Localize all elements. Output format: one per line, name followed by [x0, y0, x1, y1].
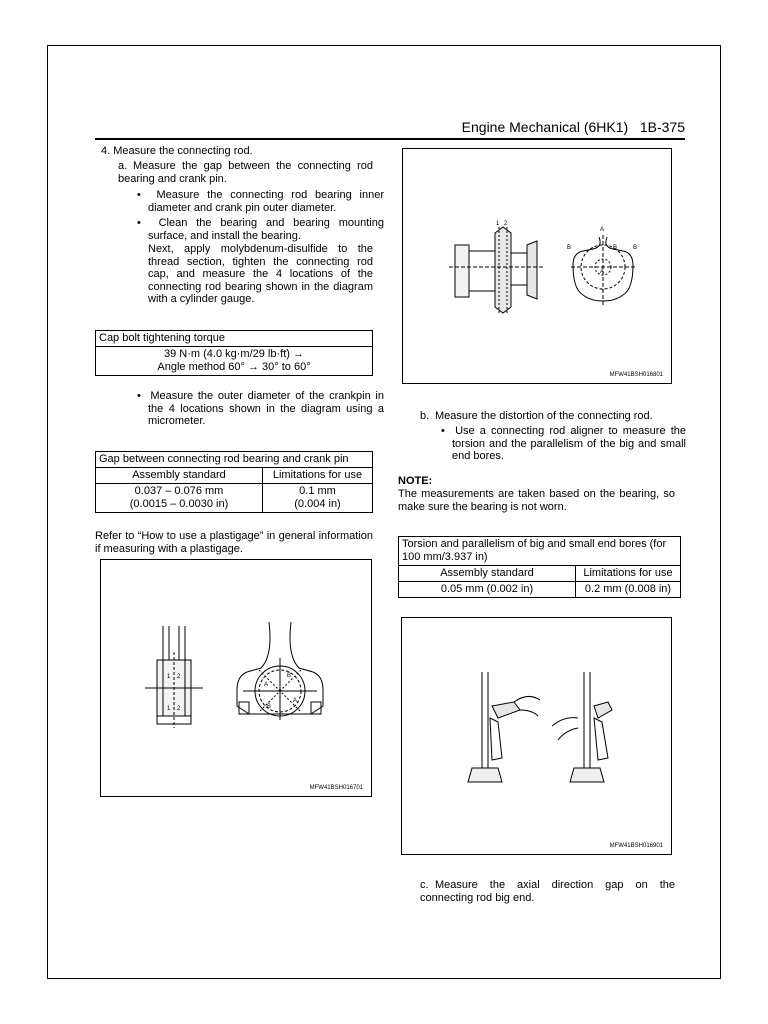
conrod-aligner-diagram — [402, 618, 673, 856]
bullet-next-apply: Next, apply molybdenum-disulfide to the thread section, tighten the connecting rod cap, and measure the 4 locations of the connecting rod bearing shown in the diagram with a cylinder gauge. — [148, 243, 373, 306]
torsion-table-lim-value: 0.2 mm (0.008 in) — [576, 582, 681, 598]
bullet-crankpin — [137, 390, 384, 428]
crankpin-diagram — [403, 149, 673, 385]
bullet-clean-bearing-text: Clean the bearing and bearing mounting surface, and install the bearing. — [148, 217, 385, 242]
bullet-crankpin-text: Measure the outer diameter of the crankpin in the 4 locations shown in the diagram using a micrometer. — [148, 390, 384, 428]
step-b-label: b. — [420, 410, 430, 422]
torsion-table — [398, 536, 681, 598]
fig1-label-a-center: A — [600, 269, 605, 275]
torsion-table-std-value: 0.05 mm (0.002 in) — [399, 582, 576, 598]
fig1-label-b-left: B — [567, 245, 572, 251]
step-a-text: Measure the gap between the connecting rod bearing and crank pin. — [118, 160, 373, 185]
step-4-heading: 4. Measure the connecting rod. — [101, 145, 253, 157]
step-a — [118, 160, 373, 185]
bullet-inner-diameter-text: Measure the connecting rod bearing inner diameter and crank pin outer diameter. — [148, 189, 384, 214]
fig2-label-2-bottom: 2 — [177, 706, 181, 712]
figure-crankpin — [402, 148, 672, 384]
fig2-label-2-top: 2 — [177, 674, 181, 680]
fig1-label-b-right: B — [633, 245, 638, 251]
fig2-label-a-right: A — [293, 698, 298, 704]
gap-lim-line1: 0.1 mm — [299, 485, 336, 497]
fig1-label-1: 1 — [496, 221, 500, 227]
figure-conrod-aligner — [401, 617, 672, 855]
step-c-label: c. — [420, 879, 429, 891]
figure-conrod-bearing — [100, 559, 372, 797]
torsion-table-title: Torsion and parallelism of big and small end bores (for 100 mm/3.937 in) — [399, 537, 681, 566]
gap-std-line2: (0.0015 – 0.0030 in) — [129, 498, 229, 510]
bullet-dot: • — [137, 390, 151, 402]
conrod-bearing-diagram — [101, 560, 373, 798]
step-a-label: a. — [118, 160, 128, 172]
page-title: Engine Mechanical (6HK1) 1B-375 — [461, 119, 685, 135]
gap-table-lim-value — [263, 484, 373, 513]
torque-table-value — [96, 347, 373, 376]
fig2-label-a-left: A — [264, 682, 269, 688]
figure-code: MFW41BSH016801 — [609, 372, 663, 378]
gap-table-col-limit: Limitations for use — [263, 468, 373, 484]
step-b — [420, 410, 675, 423]
gap-table — [95, 451, 373, 513]
fig1-label-a-top: A — [600, 227, 605, 233]
figure-code: MFW41BSH016701 — [309, 785, 363, 791]
bullet-aligner — [441, 425, 686, 463]
bullet-aligner-text: Use a connecting rod aligner to measure the torsion and the parallelism of the big and small end bores. — [452, 425, 686, 463]
bullet-dot: • — [137, 189, 157, 201]
step-b-text: Measure the distortion of the connecting rod. — [435, 410, 653, 422]
fig1-label-b-inner: B — [613, 245, 618, 251]
page-header — [95, 118, 685, 140]
fig2-label-1-bottom: 1 — [167, 706, 171, 712]
gap-table-col-assembly: Assembly standard — [96, 468, 263, 484]
note-label: NOTE: — [398, 475, 433, 487]
torsion-table-col-limit: Limitations for use — [576, 566, 681, 582]
fig2-label-b-top: B — [287, 673, 292, 679]
fig1-label-2: 2 — [504, 221, 508, 227]
figure-code: MFW41BSH016901 — [609, 843, 663, 849]
fig2-label-b-bottom: B — [267, 704, 272, 710]
gap-table-title: Gap between connecting rod bearing and crank pin — [96, 452, 373, 468]
fig2-label-1-top: 1 — [167, 674, 171, 680]
step-c — [420, 879, 675, 904]
bullet-dot: • — [441, 425, 456, 437]
bullet-inner-diameter — [137, 189, 384, 214]
bullet-dot: • — [137, 217, 159, 229]
gap-table-std-value — [96, 484, 263, 513]
torque-value-line1: 39 N·m (4.0 kg·m/29 lb·ft) → — [164, 348, 304, 360]
gap-std-line1: 0.037 – 0.076 mm — [134, 485, 224, 497]
plastigage-note: Refer to “How to use a plastigage” in general information if measuring with a plastigage. — [95, 530, 373, 555]
bullet-clean-bearing — [137, 217, 384, 242]
gap-lim-line2: (0.004 in) — [294, 498, 341, 510]
step-c-text: Measure the axial direction gap on the connecting rod big end. — [420, 879, 675, 904]
torsion-table-col-assembly: Assembly standard — [399, 566, 576, 582]
torque-table — [95, 330, 373, 376]
torque-table-header: Cap bolt tightening torque — [96, 331, 373, 347]
torque-value-line2: Angle method 60° → 30° to 60° — [157, 361, 311, 373]
note-text: The measurements are taken based on the bearing, so make sure the bearing is not worn. — [398, 488, 675, 513]
